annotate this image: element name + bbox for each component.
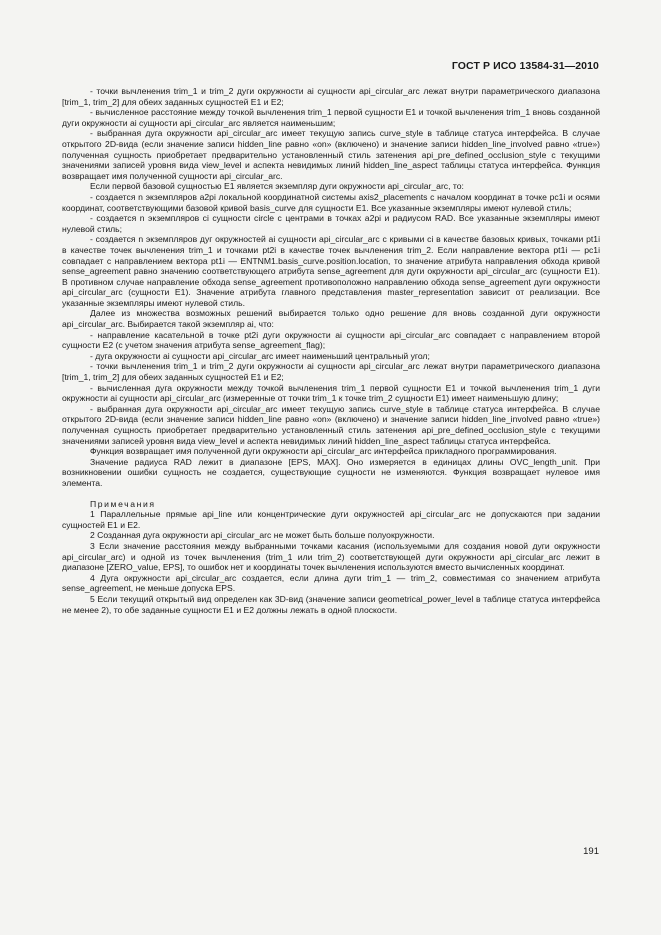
- paragraph: - создается n экземпляров ci сущности circle с центрами в точках a2pi и радиусом RAD. Все указанные экземпляры имеют нулевой стиль;: [62, 213, 600, 234]
- paragraph: Функция возвращает имя полученной дуги окружности api_circular_arc интерфейса прикладного программирования.: [90, 446, 557, 457]
- paragraph: - направление касательной в точке pt2i дуги окружности ai сущности api_circular_arc совпадает с направлением второй сущности E2 (с учетом значения атрибута sense_agreement_flag);: [62, 329, 600, 351]
- note-item: 2 Созданная дуга окружности api_circular_arc не может быть больше полуокружности.: [90, 530, 435, 541]
- paragraph: - создается n экземпляров дуг окружностей ai сущности api_circular_arc с кривыми ci в качестве базовых кривых, точками pt1i в качестве точек вычленения trim_1 и точками pt2i в качестве точек вычленения trim_2. Если направление вектора pt1i — pc1i совпадает с направлением вектора pt1i — ENTNM1.basis_curve.position.location, то значение атрибута направления обхода кривой sense_agreement равно значению соответствующего атрибута sense_agreement для дуги окружности api_circular_arc (сущности E1). В противном случае направление обхода sense_agreement противоположно направлению обхода sense_agreement дуги окружности api_circular_arc (сущности E1). Значение атрибута главного представления master_representation зависит от реализации. Все указанные экземпляры имеют нулевой стиль.: [62, 234, 600, 308]
- document-header: ГОСТ Р ИСО 13584-31—2010: [451, 60, 599, 72]
- note-item: 4 Дуга окружности api_circular_arc создается, если длина дуги trim_1 — trim_2, совместимая со значением атрибута sense_agreement, не меньше допуска EPS.: [62, 572, 600, 594]
- note-item: 3 Если значение расстояния между выбранными точками касания (используемыми для создания новой дуги окружности api_circular_arc) и одной из точек вычленения (trim_1 или trim_2) соответствующей дуги окружности api_circular_arc лежит в диапазоне [ZERO_value, EPS], то ошибок нет и координаты точек вычленения используются вместо вычисленных координат.: [62, 540, 600, 573]
- note-item: 1 Параллельные прямые api_line или концентрические дуги окружностей api_circular_arc не допускаются при задании сущностей E1 и E2.: [62, 509, 600, 530]
- section-gap: [62, 489, 600, 499]
- paragraph: - выбранная дуга окружности api_circular_arc имеет текущую запись curve_style в таблице статуса интерфейса. В случае открытого 2D-вида (если значение записи hidden_line равно «on» (включено) и значение записи hidden_line_involved равно «true») полученная сущность приобретает предварительно установленный стиль затенения api_pre_defined_occlusion_style с текущими значениями записей уровня вида view_level и аспекта невидимых линий hidden_line_aspect таблицы статуса интерфейса.: [62, 403, 600, 446]
- paragraph: - создается n экземпляров a2pi локальной координатной системы axis2_placements с началом координат в точке pc1i и осями координат, соответствующими базовой кривой basis_curve для сущности E1. Все указанные экземпляры имеют нулевой стиль;: [62, 191, 600, 213]
- document-body: [62, 86, 600, 615]
- paragraph: - вычисленное расстояние между точкой вычленения trim_1 первой сущности E1 и точкой вычленения trim_1 вновь созданной дуги окружности ai сущности api_circular_arc является наименьшим;: [62, 107, 600, 128]
- paragraph: - дуга окружности ai сущности api_circular_arc имеет наименьший центральный угол;: [90, 350, 430, 361]
- paragraph: - точки вычленения trim_1 и trim_2 дуги окружности ai сущности api_circular_arc лежат внутри параметрического диапазона [trim_1, trim_2] для обеих заданных сущностей E1 и E2;: [62, 361, 600, 383]
- notes-title: Примечания: [90, 498, 156, 509]
- paragraph: - выбранная дуга окружности api_circular_arc имеет текущую запись curve_style в таблице статуса интерфейса. В случае открытого 2D-вида (если значение записи hidden_line равно «on» (включено) и значение записи hidden_line_involved равно «true») полученная сущность приобретает предварительно установленный стиль затенения api_pre_defined_occlusion_style с текущими значениями записей уровня вида view_level и аспекта невидимых линий hidden_line_aspect таблицы статуса интерфейса. Функция возвращает имя полученной сущности api_circular_arc.: [62, 128, 600, 181]
- note-item: 5 Если текущий открытый вид определен как 3D-вид (значение записи geometrical_power_level в таблице статуса интерфейса не менее 2), то обе заданные сущности E1 и E2 должны лежать в одной плоскости.: [62, 593, 600, 615]
- page-number: 191: [583, 846, 599, 857]
- paragraph: - точки вычленения trim_1 и trim_2 дуги окружности ai сущности api_circular_arc лежат внутри параметрического диапазона [trim_1, trim_2] для обеих заданных сущностей E1 и E2;: [62, 86, 600, 107]
- paragraph: - вычисленная дуга окружности между точкой вычленения trim_1 первой сущности E1 и точкой вычленения trim_1 дуги окружности ai сущности api_circular_arc (измеренные от точки trim_1 к точке trim_2 сущности E1) имеет наименьшую длину;: [62, 382, 600, 404]
- paragraph: Далее из множества возможных решений выбирается только одно решение для вновь созданной дуги окружности api_circular_arc. Выбирается такой экземпляр ai, что:: [62, 308, 600, 330]
- paragraph: Значение радиуса RAD лежит в диапазоне [EPS, MAX]. Оно измеряется в единицах длины OVC_length_unit. При возникновении ошибки сущность не создается, существующие сущности не изменяются. Функция возвращает нулевое имя элемента.: [62, 456, 600, 488]
- paragraph: Если первой базовой сущностью E1 является экземпляр дуги окружности api_circular_arc, то:: [90, 181, 464, 192]
